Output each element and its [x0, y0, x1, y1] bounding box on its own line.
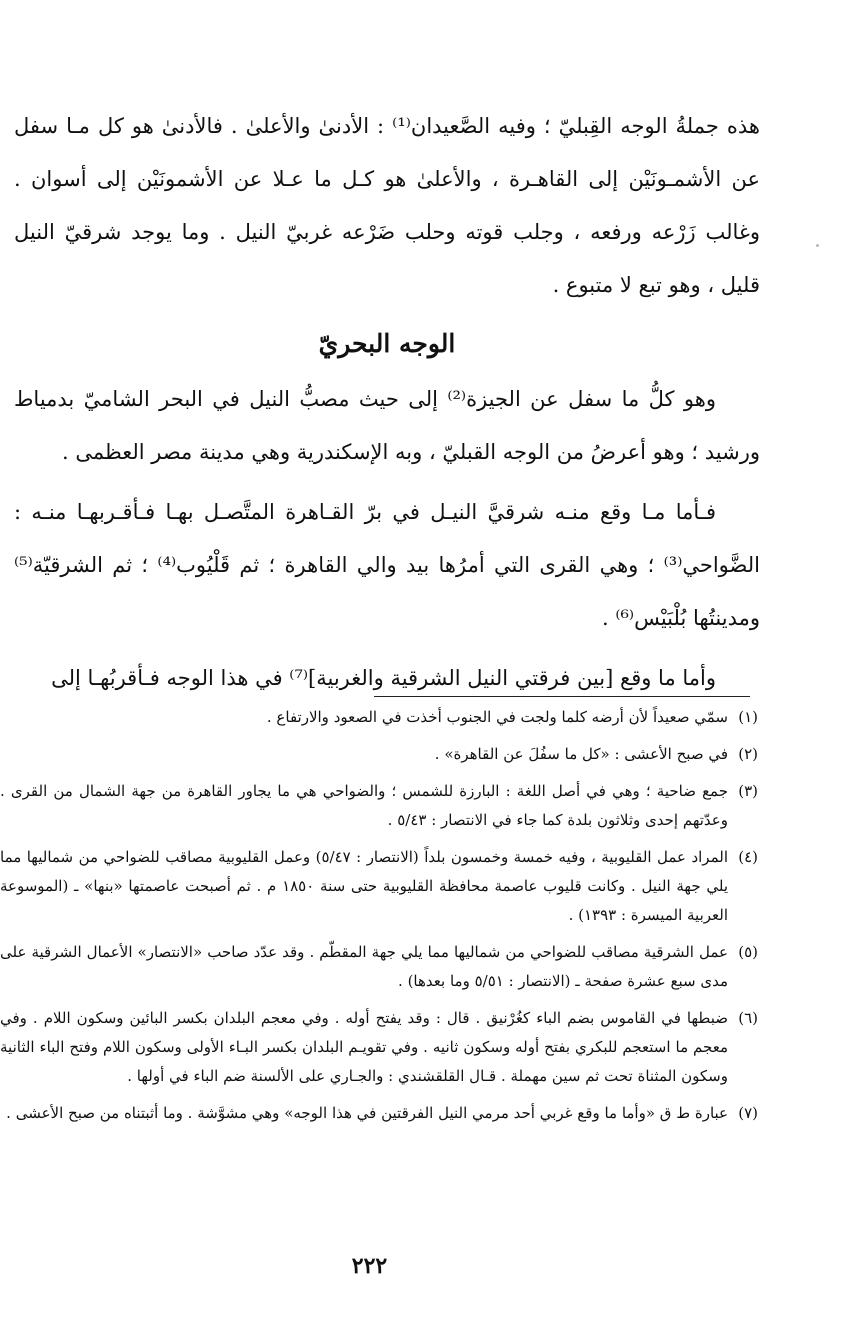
footnote-number: (٤) — [738, 848, 758, 866]
main-text-block — [14, 100, 760, 705]
footnote — [0, 703, 758, 732]
footnote-number: (١) — [738, 708, 758, 726]
footnote-number: (٦) — [738, 1009, 758, 1027]
footnote-text: سمّي صعيداً لأن أرضه كلما ولجت في الجنوب أخذت في الصعود والارتفاع . — [266, 708, 728, 726]
section-paragraph: وأما ما وقع [بين فرقتي النيل الشرقية والغربية]⁽⁷⁾ في هذا الوجه فـأقربُهـا إلى — [51, 666, 716, 690]
footnote — [0, 1099, 758, 1128]
footnote-text: في صبح الأعشى : «كل ما سفُلَ عن القاهرة» . — [434, 745, 728, 763]
section-heading: الوجه البحريّ — [318, 329, 456, 358]
footnote — [0, 740, 758, 769]
footnote — [0, 1004, 758, 1091]
page-number: ٢٢٢ — [351, 1253, 388, 1279]
scan-speck — [816, 244, 819, 247]
footnote-number: (٣) — [738, 782, 758, 800]
footnote-number: (٢) — [738, 745, 758, 763]
section-paragraph: فـأما مـا وقع منـه شرقيَّ النيـل في برّ القـاهرة المتَّصـل بهـا فـأقـربهـا منـه : الضَّواحي⁽³⁾ ؛ وهي القرى التي أمرُها بيد والي القاهرة ؛ ثم قَلْيُوب⁽⁴⁾ ؛ ثم الشرقيّة⁽⁵⁾ ومدينتُها بُلْبَيْس⁽⁶⁾ . — [14, 500, 760, 630]
footnote — [0, 777, 758, 835]
body-paragraph: هذه جملةُ الوجه القِبليّ ؛ وفيه الصَّعيدان⁽¹⁾ : الأدنىٰ والأعلىٰ . فالأدنىٰ هو كل مـا سفل عن الأشمـونَيْن إلى القاهـرة ، والأعلىٰ هو كـل ما عـلا عن الأشمونَيْن إلى أسوان . وغالب زَرْعه ورفعه ، وجلب قوته وحلب ضَرْعه غربيّ النيل . وما يوجد شرقيّ النيل قليل ، وهو تبع لا متبوع . — [14, 114, 760, 297]
footnote-number: (٧) — [738, 1104, 758, 1122]
footnote-text: جمع ضاحية ؛ وهي في أصل اللغة : البارزة للشمس ؛ والضواحي هي ما يجاور القاهرة من جهة الشمال من القرى . وعدّتهم إحدى وثلاثون بلدة كما جاء في الانتصار : ٥/٤٣ . — [0, 782, 728, 829]
footnote-text: المراد عمل القليوبية ، وفيه خمسة وخمسون بلداً (الانتصار : ٥/٤٧) وعمل القليوبية مصاقب للضواحي من شماليها مما يلي جهة النيل . وكانت قليوب عاصمة محافظة القليوبية حتى سنة ١٨٥٠ م . ثم أصبحت عاصمتها «بنها» ـ (الموسوعة العربية الميسرة : ١٣٩٣) . — [0, 848, 728, 924]
footnote — [0, 843, 758, 930]
footnote-text: ضبطها في القاموس بضم الباء كغُرْنيق . قال : وقد يفتح أوله . وفي معجم البلدان بكسر البائين وسكون اللام . وفي معجم ما استعجم للبكري بفتح أوله وسكون ثانيه . وفي تقويـم البلدان بكسر البـاء الأولى وسكون اللام وفتح الباء الثانية وسكون المثناة تحت ثم سين مهملة . قـال القلقشندي : والجـاري على الألسنة ضم الباء في أولها . — [0, 1009, 728, 1085]
section-paragraph: وهو كلُّ ما سفل عن الجيزة⁽²⁾ إلى حيث مصبُّ النيل في البحر الشاميّ بدمياط ورشيد ؛ وهو أعرضُ من الوجه القبليّ ، وبه الإسكندرية وهي مدينة مصر العظمى . — [14, 387, 760, 464]
footnote-text: عمل الشرقية مصاقب للضواحي من شماليها مما يلي جهة المقطّم . وقد عدّد صاحب «الانتصار» الأعمال الشرقية على مدى سبع عشرة صفحة ـ (الانتصار : ٥/٥١ وما بعدها) . — [0, 943, 728, 990]
footnote-separator — [374, 696, 750, 697]
footnote-text: عبارة ط ق «وأما ما وقع غربي أحد مرمي النيل الفرقتين في هذا الوجه» وهي مشوَّشة . وما أثبتناه من صبح الأعشى . — [6, 1104, 728, 1122]
footnote-number: (٥) — [738, 943, 758, 961]
footnotes-list — [0, 703, 758, 1136]
footnote — [0, 938, 758, 996]
